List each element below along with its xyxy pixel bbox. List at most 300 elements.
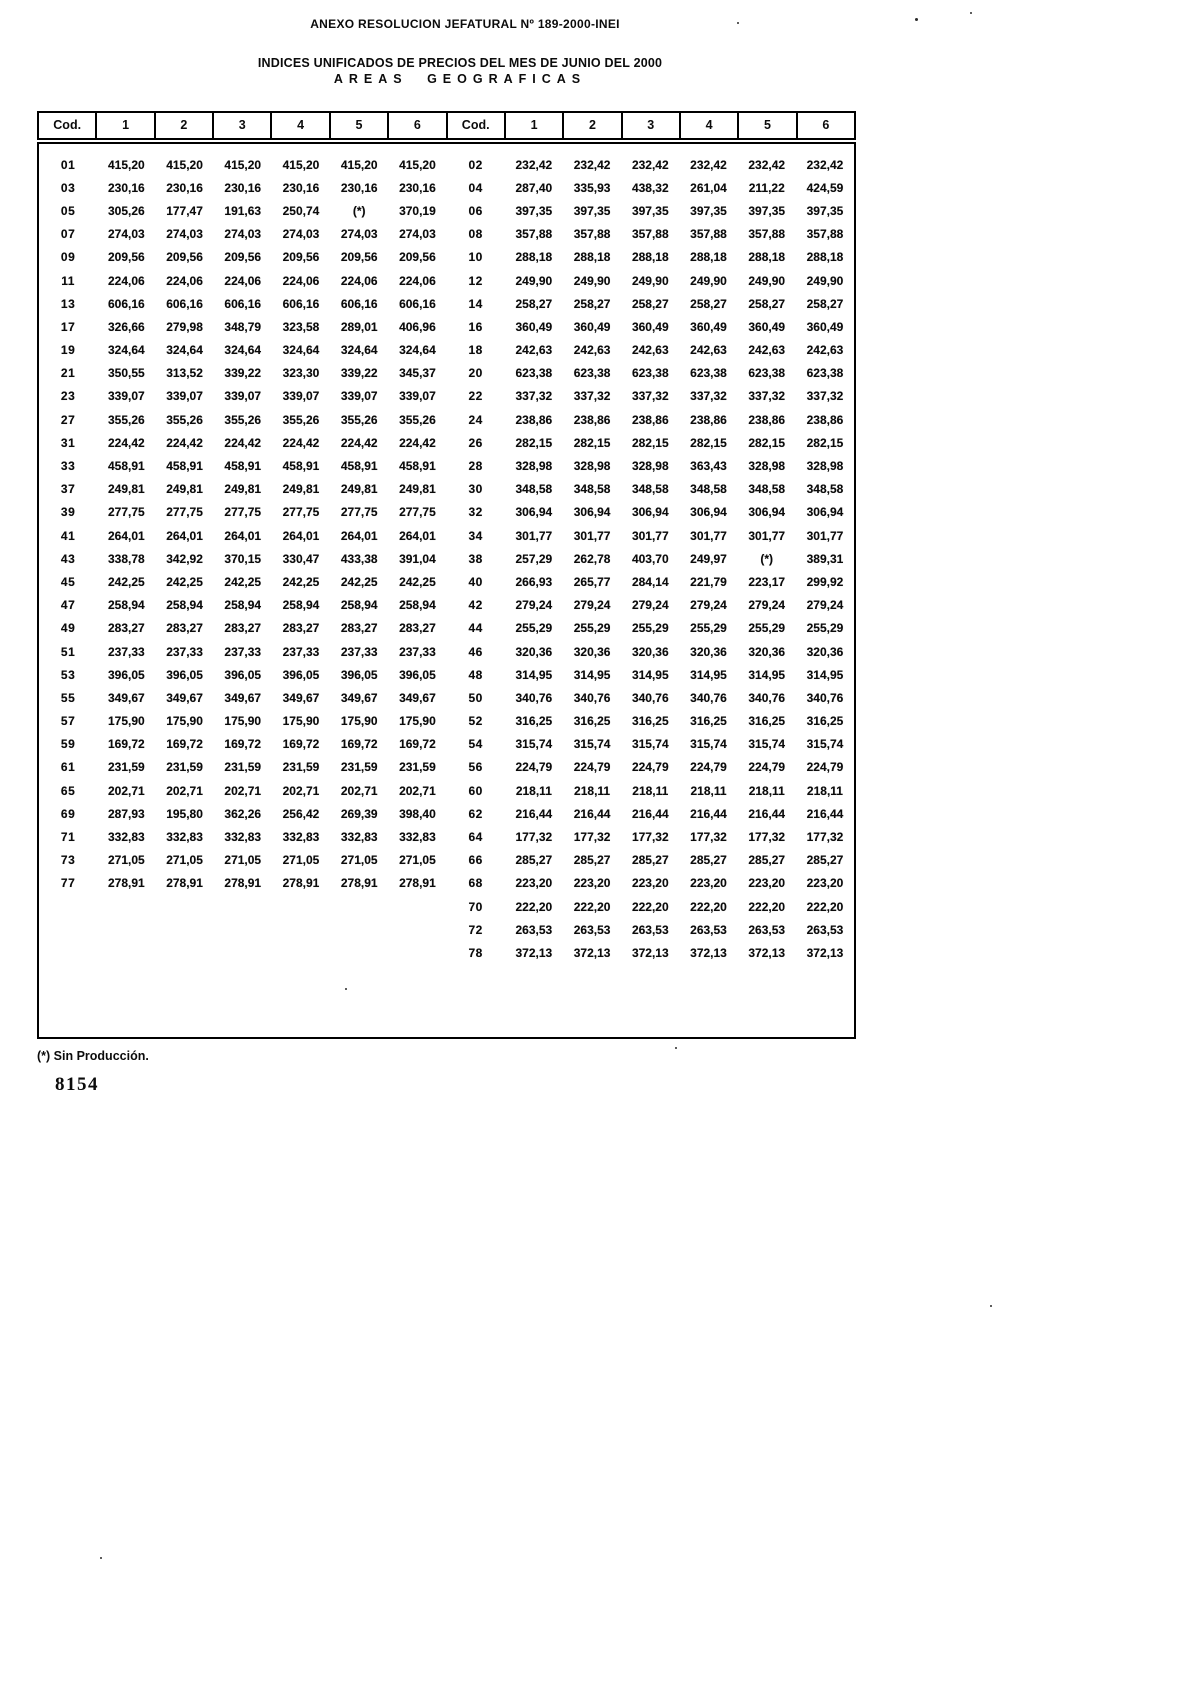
index-value: 223,20 [748, 876, 786, 891]
index-value: 285,27 [573, 853, 611, 868]
table-row [39, 710, 854, 733]
index-value: 274,03 [107, 227, 145, 242]
index-value: 306,94 [690, 505, 727, 520]
index-value: 265,77 [573, 574, 611, 589]
index-value: 357,88 [690, 227, 727, 242]
index-value: 339,07 [340, 389, 378, 404]
index-value: 258,27 [631, 296, 669, 311]
index-value: 306,94 [748, 505, 786, 520]
index-value: 222,20 [573, 899, 611, 914]
row-code: 26 [468, 435, 483, 450]
index-value: 232,42 [631, 157, 669, 172]
index-value: 279,98 [166, 319, 203, 334]
index-value: 230,16 [166, 180, 203, 195]
row-code: 39 [60, 505, 76, 520]
index-value: 606,16 [340, 296, 378, 311]
table-row [39, 362, 854, 385]
index-value: 283,27 [224, 621, 262, 636]
index-value: 396,05 [399, 667, 436, 682]
index-value: 249,90 [631, 273, 669, 288]
index-value: 350,55 [107, 366, 145, 381]
index-value: 177,32 [690, 830, 727, 845]
index-value: 357,88 [573, 227, 611, 242]
index-value: 256,42 [282, 806, 320, 821]
index-value: 258,27 [573, 296, 611, 311]
index-value: 262,78 [573, 551, 611, 566]
index-value: 415,20 [340, 157, 378, 172]
scan-speckle [100, 1557, 102, 1559]
index-value: 415,20 [107, 157, 145, 172]
index-value: (*) [760, 551, 774, 566]
index-value: 263,53 [573, 922, 611, 937]
row-code: 62 [468, 806, 483, 821]
header-area-6-left: 6 [389, 113, 447, 138]
index-value: 224,06 [399, 273, 436, 288]
table-row [39, 849, 854, 872]
table-row [39, 594, 854, 617]
index-value: 288,18 [690, 250, 727, 265]
index-value: 257,29 [515, 551, 553, 566]
header-area-3-right: 3 [623, 113, 681, 138]
header-area-2-left: 2 [156, 113, 214, 138]
index-value: 348,58 [690, 482, 727, 497]
index-value: 287,93 [107, 806, 145, 821]
index-value: 224,79 [690, 760, 727, 775]
scan-speckle [970, 12, 972, 14]
index-value: 285,27 [515, 853, 553, 868]
header-area-5-right: 5 [739, 113, 797, 138]
table-row [39, 617, 854, 640]
table-row [39, 756, 854, 779]
document-title: INDICES UNIFICADOS DE PRECIOS DEL MES DE JUNIO DEL 2000 [257, 56, 663, 70]
index-value: 175,90 [224, 714, 262, 729]
index-value: 238,86 [748, 412, 786, 427]
index-value: 397,35 [573, 203, 611, 218]
row-code: 04 [468, 180, 483, 195]
index-value: 315,74 [573, 737, 611, 752]
index-value: 218,11 [690, 783, 727, 798]
row-code: 45 [60, 574, 76, 589]
index-value: 332,83 [399, 830, 436, 845]
index-value: 340,76 [631, 690, 669, 705]
index-value: 339,07 [224, 389, 262, 404]
index-value: 175,90 [399, 714, 436, 729]
index-value: 279,24 [690, 598, 727, 613]
index-value: 278,91 [107, 876, 145, 891]
index-value: 238,86 [573, 412, 611, 427]
row-code: 03 [60, 180, 76, 195]
index-value: 255,29 [573, 621, 611, 636]
index-value: 274,03 [282, 227, 320, 242]
table-row [39, 686, 854, 709]
index-value: 242,63 [631, 343, 669, 358]
index-value: 314,95 [806, 667, 844, 682]
row-code: 40 [468, 574, 483, 589]
index-value: 242,25 [166, 574, 203, 589]
index-value: 415,20 [224, 157, 262, 172]
index-value: 323,58 [282, 319, 320, 334]
index-value: 324,64 [399, 343, 436, 358]
index-value: 372,13 [690, 945, 727, 960]
index-value: 232,42 [806, 157, 844, 172]
index-value: 209,56 [282, 250, 320, 265]
row-code: 37 [60, 482, 76, 497]
index-value: 231,59 [224, 760, 262, 775]
index-value: 277,75 [107, 505, 145, 520]
index-value: 242,63 [806, 343, 844, 358]
index-value: 223,20 [690, 876, 727, 891]
index-value: 238,86 [515, 412, 553, 427]
index-value: 264,01 [224, 528, 262, 543]
index-value: 332,83 [107, 830, 145, 845]
index-value: 264,01 [399, 528, 436, 543]
index-value: 320,36 [573, 644, 611, 659]
index-value: 415,20 [282, 157, 320, 172]
table-body [37, 142, 856, 1039]
index-value: 360,49 [690, 319, 727, 334]
index-value: 283,27 [399, 621, 436, 636]
index-value: 438,32 [631, 180, 669, 195]
index-value: 285,27 [748, 853, 786, 868]
row-code: 52 [468, 714, 483, 729]
table-row [39, 385, 854, 408]
row-code: 38 [468, 551, 483, 566]
index-value: 301,77 [690, 528, 727, 543]
index-value: 314,95 [690, 667, 727, 682]
index-value: 255,29 [631, 621, 669, 636]
index-value: 320,36 [515, 644, 553, 659]
row-code: 24 [468, 412, 483, 427]
index-value: 223,20 [806, 876, 844, 891]
index-value: 258,94 [282, 598, 320, 613]
index-value: 337,32 [690, 389, 727, 404]
index-value: 623,38 [748, 366, 786, 381]
row-code: 55 [60, 690, 76, 705]
index-value: 339,07 [107, 389, 145, 404]
index-value: 623,38 [806, 366, 844, 381]
index-value: 355,26 [282, 412, 320, 427]
footnote-sin-produccion: (*) Sin Producción. [37, 1049, 149, 1063]
index-value: 231,59 [107, 760, 145, 775]
index-value: 271,05 [166, 853, 203, 868]
index-value: 370,19 [399, 203, 436, 218]
index-value: 328,98 [806, 459, 844, 474]
index-value: 218,11 [574, 783, 611, 798]
index-value: 424,59 [806, 180, 844, 195]
row-code: 73 [60, 853, 76, 868]
row-code: 33 [60, 459, 76, 474]
index-value: 360,49 [573, 319, 611, 334]
row-code: 21 [60, 366, 76, 381]
index-value: 224,06 [282, 273, 320, 288]
index-value: 249,81 [282, 482, 320, 497]
index-value: 433,38 [340, 551, 378, 566]
index-value: 263,53 [515, 922, 553, 937]
index-value: 279,24 [748, 598, 786, 613]
index-value: 169,72 [166, 737, 203, 752]
index-value: 222,20 [631, 899, 669, 914]
table-row [39, 431, 854, 454]
index-value: 606,16 [282, 296, 320, 311]
index-value: 224,79 [806, 760, 844, 775]
table-row [39, 802, 854, 825]
row-code: 61 [60, 760, 76, 775]
index-value: 231,59 [340, 760, 378, 775]
index-value: 258,94 [399, 598, 436, 613]
index-value: 339,07 [399, 389, 436, 404]
index-value: 348,79 [224, 319, 262, 334]
index-value: 177,32 [748, 830, 786, 845]
index-value: 340,76 [748, 690, 786, 705]
index-value: 279,24 [515, 598, 553, 613]
index-value: 221,79 [690, 574, 727, 589]
index-value: 357,88 [806, 227, 844, 242]
index-value: 271,05 [282, 853, 320, 868]
index-value: 337,32 [748, 389, 786, 404]
index-value: 357,88 [631, 227, 669, 242]
table-row [39, 223, 854, 246]
index-value: 360,49 [806, 319, 844, 334]
index-value: 274,03 [340, 227, 378, 242]
header-area-2-right: 2 [564, 113, 622, 138]
index-value: 320,36 [748, 644, 786, 659]
index-value: 278,91 [399, 876, 436, 891]
index-value: 458,91 [224, 459, 262, 474]
index-value: 340,76 [690, 690, 727, 705]
index-value: 372,13 [515, 945, 553, 960]
index-value: 348,58 [631, 482, 669, 497]
index-value: 222,20 [748, 899, 786, 914]
row-code: 28 [468, 459, 483, 474]
index-value: 332,83 [224, 830, 262, 845]
index-value: 458,91 [340, 459, 378, 474]
index-value: 242,63 [515, 343, 553, 358]
row-code: 65 [60, 783, 76, 798]
index-value: 224,06 [107, 273, 145, 288]
row-code: 23 [60, 389, 76, 404]
index-value: 223,17 [748, 574, 786, 589]
index-value: 324,64 [107, 343, 145, 358]
index-value: 223,20 [573, 876, 611, 891]
index-value: 261,04 [690, 180, 727, 195]
index-value: 355,26 [340, 412, 378, 427]
index-value: 264,01 [166, 528, 203, 543]
index-value: 397,35 [748, 203, 786, 218]
index-value: 264,01 [340, 528, 378, 543]
index-value: 403,70 [631, 551, 669, 566]
index-value: 282,15 [515, 435, 553, 450]
index-value: 372,13 [573, 945, 611, 960]
index-value: 255,29 [515, 621, 553, 636]
index-value: 316,25 [748, 714, 786, 729]
index-value: 357,88 [748, 227, 786, 242]
index-value: 263,53 [690, 922, 727, 937]
index-value: 363,43 [690, 459, 727, 474]
index-value: 175,90 [340, 714, 378, 729]
index-value: 306,94 [806, 505, 844, 520]
index-value: 271,05 [224, 853, 262, 868]
table-row [39, 153, 854, 176]
header-area-3-left: 3 [214, 113, 272, 138]
index-value: 606,16 [166, 296, 203, 311]
index-value: 397,35 [515, 203, 553, 218]
index-value: 301,77 [573, 528, 611, 543]
index-value: 237,33 [107, 644, 145, 659]
row-code: 19 [60, 343, 76, 358]
index-value: 362,26 [224, 806, 262, 821]
index-value: 372,13 [631, 945, 669, 960]
index-value: 320,36 [806, 644, 844, 659]
index-value: 339,22 [224, 366, 262, 381]
index-value: 278,91 [166, 876, 203, 891]
index-value: 396,05 [107, 667, 145, 682]
index-value: 315,74 [631, 737, 669, 752]
index-value: 258,94 [107, 598, 145, 613]
table-row [39, 524, 854, 547]
index-value: 222,20 [806, 899, 844, 914]
index-value: 396,05 [340, 667, 378, 682]
index-value: 335,93 [573, 180, 611, 195]
index-value: 175,90 [282, 714, 320, 729]
index-value: 314,95 [573, 667, 611, 682]
index-value: 340,76 [806, 690, 844, 705]
index-value: 224,42 [399, 435, 436, 450]
row-code: 07 [60, 227, 76, 242]
table-row [39, 176, 854, 199]
index-value: 279,24 [573, 598, 611, 613]
index-value: 231,59 [282, 760, 320, 775]
index-value: 314,95 [748, 667, 786, 682]
table-row [39, 733, 854, 756]
row-code: 44 [468, 621, 483, 636]
index-value: 222,20 [515, 899, 553, 914]
row-code: 13 [60, 296, 76, 311]
index-value: 606,16 [107, 296, 145, 311]
index-value: 232,42 [573, 157, 611, 172]
index-value: 277,75 [224, 505, 262, 520]
index-value: 332,83 [282, 830, 320, 845]
row-code: 20 [468, 366, 483, 381]
index-value: 283,27 [282, 621, 320, 636]
row-code: 17 [60, 319, 76, 334]
index-value: 218,11 [748, 783, 785, 798]
index-value: 316,25 [631, 714, 669, 729]
row-code: 42 [468, 598, 483, 613]
row-code: 01 [60, 157, 76, 172]
index-value: 398,40 [399, 806, 436, 821]
index-value: 338,78 [107, 551, 145, 566]
row-code: 09 [60, 250, 76, 265]
index-value: 285,27 [806, 853, 844, 868]
price-index-table [37, 111, 856, 1039]
index-value: 202,71 [340, 783, 378, 798]
index-value: 209,56 [224, 250, 262, 265]
index-value: 278,91 [282, 876, 320, 891]
index-value: 282,15 [690, 435, 727, 450]
row-code: 50 [468, 690, 483, 705]
row-code: 30 [468, 482, 483, 497]
row-code: 49 [60, 621, 76, 636]
row-code: 68 [468, 876, 483, 891]
index-value: 258,94 [340, 598, 378, 613]
index-value: 263,53 [631, 922, 669, 937]
index-value: 397,35 [631, 203, 669, 218]
row-code: 11 [61, 273, 75, 288]
index-value: 360,49 [631, 319, 669, 334]
index-value: 349,67 [282, 690, 320, 705]
index-value: 263,53 [748, 922, 786, 937]
index-value: 177,32 [515, 830, 553, 845]
index-value: 230,16 [340, 180, 378, 195]
index-value: 357,88 [515, 227, 553, 242]
table-row [39, 269, 854, 292]
index-value: 316,25 [515, 714, 553, 729]
index-value: 195,80 [166, 806, 203, 821]
table-row [39, 547, 854, 570]
scan-speckle [345, 988, 347, 990]
row-code: 78 [468, 945, 483, 960]
index-value: 224,06 [166, 273, 203, 288]
index-value: 232,42 [515, 157, 553, 172]
index-value: 370,15 [224, 551, 262, 566]
index-value: 224,79 [573, 760, 611, 775]
index-value: 202,71 [224, 783, 262, 798]
index-value: 623,38 [631, 366, 669, 381]
index-value: 287,40 [515, 180, 553, 195]
header-area-6-right: 6 [822, 118, 830, 132]
index-value: 258,27 [748, 296, 786, 311]
index-value: 242,25 [107, 574, 145, 589]
index-value: 324,64 [166, 343, 203, 358]
row-code: 22 [468, 389, 483, 404]
index-value: 242,63 [573, 343, 611, 358]
index-value: 323,30 [282, 366, 320, 381]
index-value: 175,90 [107, 714, 145, 729]
scan-speckle [990, 1305, 992, 1307]
header-cod-right: Cod. [448, 113, 506, 138]
index-value: 282,15 [748, 435, 786, 450]
index-value: 238,86 [631, 412, 669, 427]
row-code: 46 [468, 644, 483, 659]
index-value: 288,18 [573, 250, 611, 265]
index-value: 315,74 [690, 737, 727, 752]
index-value: 306,94 [515, 505, 553, 520]
index-value: 348,58 [515, 482, 553, 497]
index-value: 209,56 [399, 250, 436, 265]
index-value: 231,59 [399, 760, 436, 775]
row-code: 12 [468, 273, 483, 288]
index-value: 230,16 [107, 180, 145, 195]
index-value: 216,44 [806, 806, 844, 821]
index-value: 216,44 [748, 806, 786, 821]
index-value: 328,98 [515, 459, 553, 474]
index-value: 277,75 [282, 505, 320, 520]
index-value: 224,42 [340, 435, 378, 450]
index-value: 232,42 [748, 157, 786, 172]
index-value: 255,29 [748, 621, 786, 636]
index-value: 623,38 [690, 366, 727, 381]
index-value: 249,81 [399, 482, 436, 497]
index-value: 288,18 [806, 250, 844, 265]
scan-speckle [915, 18, 918, 21]
index-value: 271,05 [340, 853, 378, 868]
index-value: 316,25 [690, 714, 727, 729]
index-value: 238,86 [806, 412, 844, 427]
index-value: 224,42 [282, 435, 320, 450]
index-value: 266,93 [515, 574, 553, 589]
index-value: 175,90 [166, 714, 203, 729]
header-area-5-left: 5 [331, 113, 389, 138]
